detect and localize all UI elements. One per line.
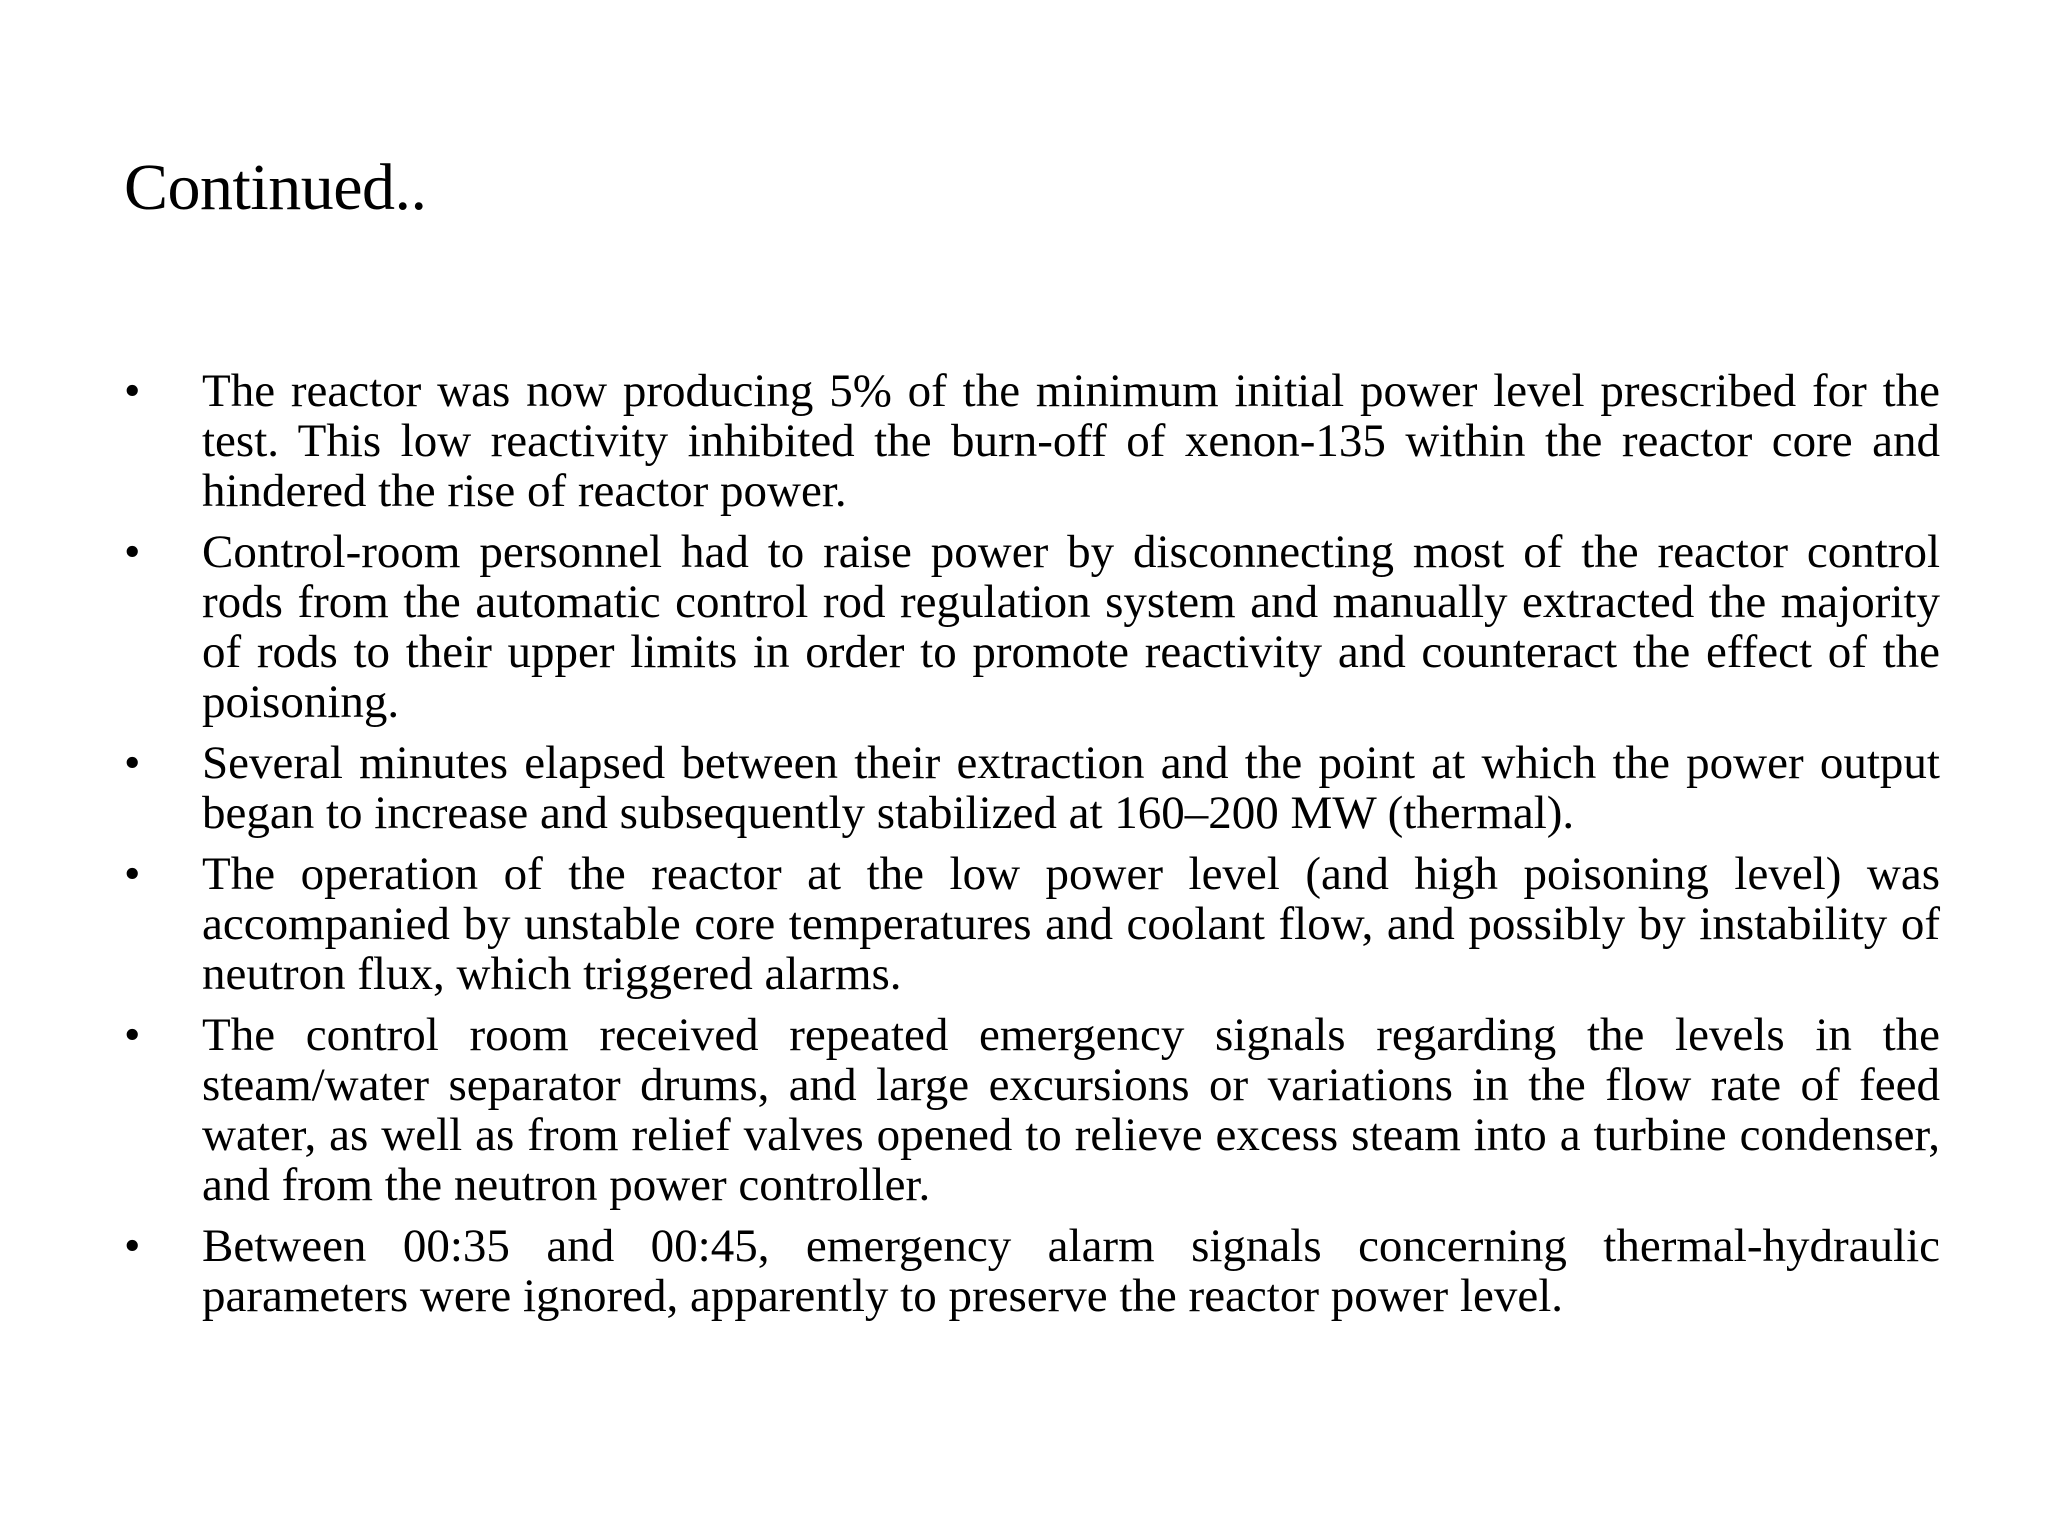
bullet-text: Between 00:35 and 00:45, emergency alarm signals concerning thermal-hydraulic parameters were ignored, apparently to preserve the reactor power level. [202, 1220, 1940, 1322]
bullet-item [124, 527, 1940, 727]
bullet-list [124, 366, 1940, 1332]
bullet-marker: • [124, 365, 141, 417]
bullet-text: Several minutes elapsed between their extraction and the point at which the power output began to increase and subsequently stabilized at 160–200 MW (thermal). [202, 737, 1940, 839]
bullet-text: The reactor was now producing 5% of the minimum initial power level prescribed for the test. This low reactivity inhibited the burn-off of xenon-135 within the reactor core and hindered the rise of reactor power. [202, 365, 1940, 517]
bullet-item [124, 738, 1940, 838]
bullet-item [124, 1010, 1940, 1210]
bullet-marker: • [124, 1009, 141, 1061]
slide-title: Continued.. [124, 151, 427, 224]
bullet-text: The operation of the reactor at the low power level (and high poisoning level) was accompanied by unstable core temperatures and coolant flow, and possibly by instability of neutron flux, which triggered alarms. [202, 848, 1940, 1000]
bullet-marker: • [124, 1220, 141, 1272]
bullet-item [124, 849, 1940, 999]
bullet-text: The control room received repeated emergency signals regarding the levels in the steam/water separator drums, and large excursions or variations in the flow rate of feed water, as well as from relief valves opened to relieve excess steam into a turbine condenser, and from the neutron power controller. [202, 1009, 1940, 1211]
bullet-item [124, 1221, 1940, 1321]
bullet-marker: • [124, 737, 141, 789]
bullet-item [124, 366, 1940, 516]
bullet-text: Control-room personnel had to raise power by disconnecting most of the reactor control rods from the automatic control rod regulation system and manually extracted the majority of rods to their upper limits in order to promote reactivity and counteract the effect of the poisoning. [202, 526, 1940, 728]
bullet-marker: • [124, 526, 141, 578]
bullet-marker: • [124, 848, 141, 900]
